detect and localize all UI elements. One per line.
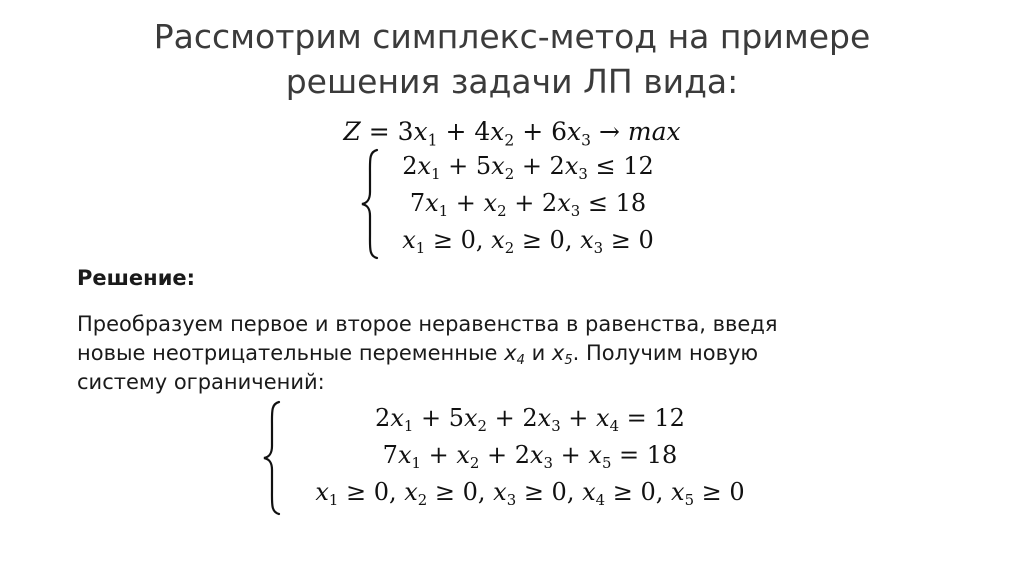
slide-title xyxy=(112,14,912,104)
solution-paragraph xyxy=(77,310,957,397)
constraint-system-equalities xyxy=(262,400,782,516)
variable-x5: $x_5$ xyxy=(551,341,573,368)
objective-function xyxy=(0,116,1024,148)
nonnegativity-1: $x_1 \ge 0$, $x_2 \ge 0$, $x_3 \ge 0$ xyxy=(402,226,654,258)
paragraph-text-b: . Получим новую xyxy=(572,341,759,365)
arrow-icon: → xyxy=(598,117,620,146)
variable-x4: $x_4$ xyxy=(504,341,525,368)
paragraph-line-1: Преобразуем первое и второе неравенства в равенства, введя xyxy=(77,312,778,336)
solution-heading: Решение: xyxy=(77,266,196,290)
objective-target: max xyxy=(627,117,681,146)
conjunction: и xyxy=(524,341,552,365)
left-brace-icon xyxy=(262,400,282,516)
paragraph-text-a: новые неотрицательные переменные xyxy=(77,341,505,365)
nonnegativity-2: $x_1 \ge 0$, $x_2 \ge 0$, $x_3 \ge 0$, $x_4 \ge 0$, $x_5 \ge 0$ xyxy=(315,478,745,510)
constraint-system-inequalities xyxy=(360,148,680,260)
paragraph-line-3: систему ограничений: xyxy=(77,370,325,394)
left-brace-icon xyxy=(360,148,380,260)
objective-lhs: $Z = 3x_1 + 4x_2 + 6x_3$ xyxy=(343,117,591,150)
title-line-1: Рассмотрим симплекс-метод на примере xyxy=(153,17,871,56)
equality-1: $2x_1 + 5x_2 + 2x_3 + x_4 = 12$ xyxy=(375,404,685,436)
inequality-1: $2x_1 + 5x_2 + 2x_3 \le 12$ xyxy=(402,152,654,184)
paragraph-line-2 xyxy=(77,339,957,368)
equality-2: $7x_1 + x_2 + 2x_3 + x_5 = 18$ xyxy=(382,441,678,473)
inequality-2: $7x_1 + x_2 + 2x_3 \le 18$ xyxy=(409,189,647,221)
title-line-2: решения задачи ЛП вида: xyxy=(285,62,739,101)
